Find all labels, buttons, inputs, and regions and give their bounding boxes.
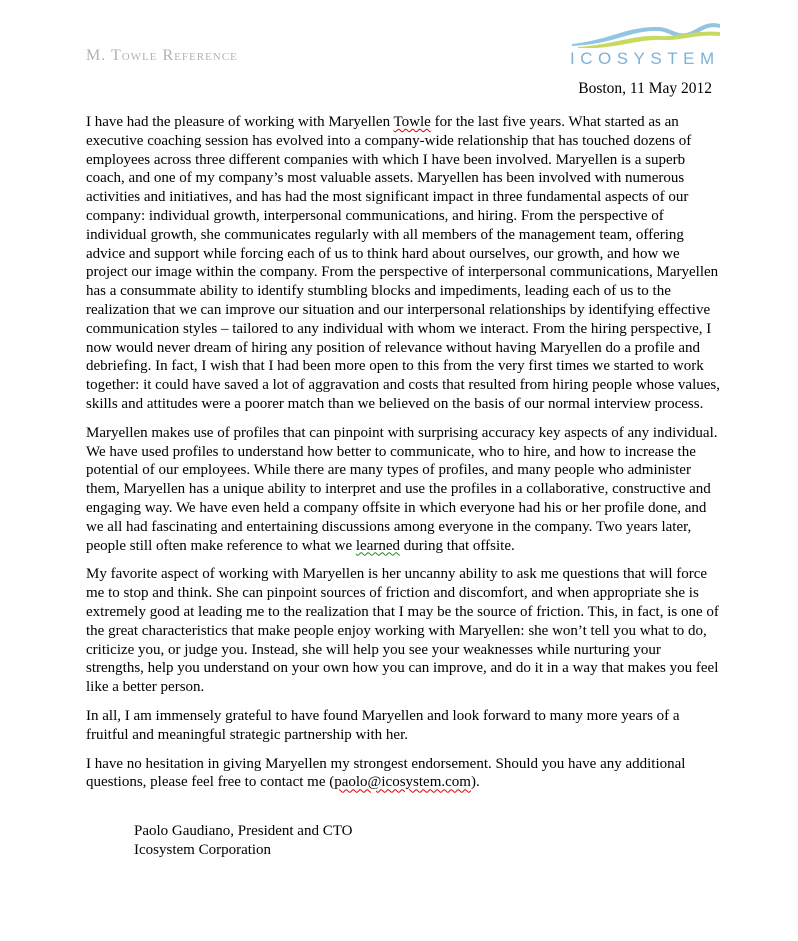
date-line: Boston, 11 May 2012 — [578, 80, 712, 97]
text-run: for the last five years. What started as an executive coaching session has evolved into a company-wide relationship that has touched dozens of employees across three different companies with which I have been involved. Maryellen is a superb coach, and one of my company’s most valuable assets. Maryellen has been involved with numerous activities and initiatives, and has had the most significant impact in three fundamental aspects of our company: individual growth, interpersonal communications, and hiring. From the perspective of individual growth, she communicates regularly with all members of the management team, offering advice and support while forcing each of us to think hard about ourselves, our growth, and how we project our image within the company. From the perspective of interpersonal communications, Maryellen has a consummate ability to identify stumbling blocks and impediments, leading each of us to the realization that we can improve our situation and our interpersonal relationships by identifying effective communication styles – tailored to any individual with whom we interact. From the hiring perspective, I now would never dream of hiring any position of relevance without having Maryellen do a profile and debriefing. In fact, I wish that I had been more open to this from the very first times we started to work together: it could have saved a lot of aggravation and costs that resulted from hiring people whose values, skills and attitudes were a poorer match than we believed on the basis of our normal interview process. — [86, 114, 720, 412]
logo-wordmark: ICOSYSTEM — [570, 49, 720, 68]
icosystem-logo — [570, 14, 722, 69]
signatory-name-title: Paolo Gaudiano, President and CTO — [134, 823, 353, 840]
signatory-company: Icosystem Corporation — [134, 842, 272, 859]
paragraph — [86, 707, 722, 745]
paragraph — [86, 113, 722, 414]
letter-body[interactable] — [86, 113, 722, 792]
logo-waves-icon — [570, 14, 722, 48]
signature-block — [86, 822, 722, 860]
paragraph — [86, 755, 722, 793]
text-run: I have had the pleasure of working with Maryellen — [86, 114, 394, 130]
paragraph — [86, 424, 722, 556]
letter-header — [86, 14, 722, 69]
paragraph — [86, 565, 722, 697]
text-run: My favorite aspect of working with Maryellen is her uncanny ability to ask me questions that will force me to stop and think. She can pinpoint sources of friction and discomfort, and when appropriate she is extremely good at leading me to the realization that I may be the source of friction. This, in fact, is one of the great characteristics that make people enjoy working with Maryellen: she won’t tell you what to do, criticize you, or judge you. Instead, she will help you see your weaknesses while nurturing your strengths, help you understand on your own how you can improve, and do it in a way that makes you feel like a better person. — [86, 566, 719, 696]
header-reference-label: M. Towle Reference — [86, 47, 238, 64]
text-run: during that offsite. — [400, 537, 515, 554]
text-run: I have no hesitation in giving Maryellen my strongest endorsement. Should you have any additional questions, please feel free to contact me ( — [86, 755, 686, 791]
spellcheck-flagged-word: paolo@icosystem.com — [334, 774, 471, 791]
text-run: In all, I am immensely grateful to have found Maryellen and look forward to many more years of a fruitful and meaningful strategic partnership with her. — [86, 707, 680, 743]
grammar-flagged-word: learned — [355, 537, 401, 554]
text-run: Maryellen makes use of profiles that can pinpoint with surprising accuracy key aspects of any individual. We have used profiles to understand how better to communicate, who to hire, and how to increase the potential of our employees. While there are many types of profiles, and many people who administer them, Maryellen has a unique ability to interpret and use the profiles in a collaborative, constructive and engaging way. We have even held a company offsite in which everyone had his or her profile done, and we all had fascinating and entertaining discussions among everyone in the company. Two years later, people still often make reference to what we — [86, 424, 718, 554]
spellcheck-flagged-word: Towle — [393, 114, 431, 130]
text-run: ). — [470, 774, 480, 791]
